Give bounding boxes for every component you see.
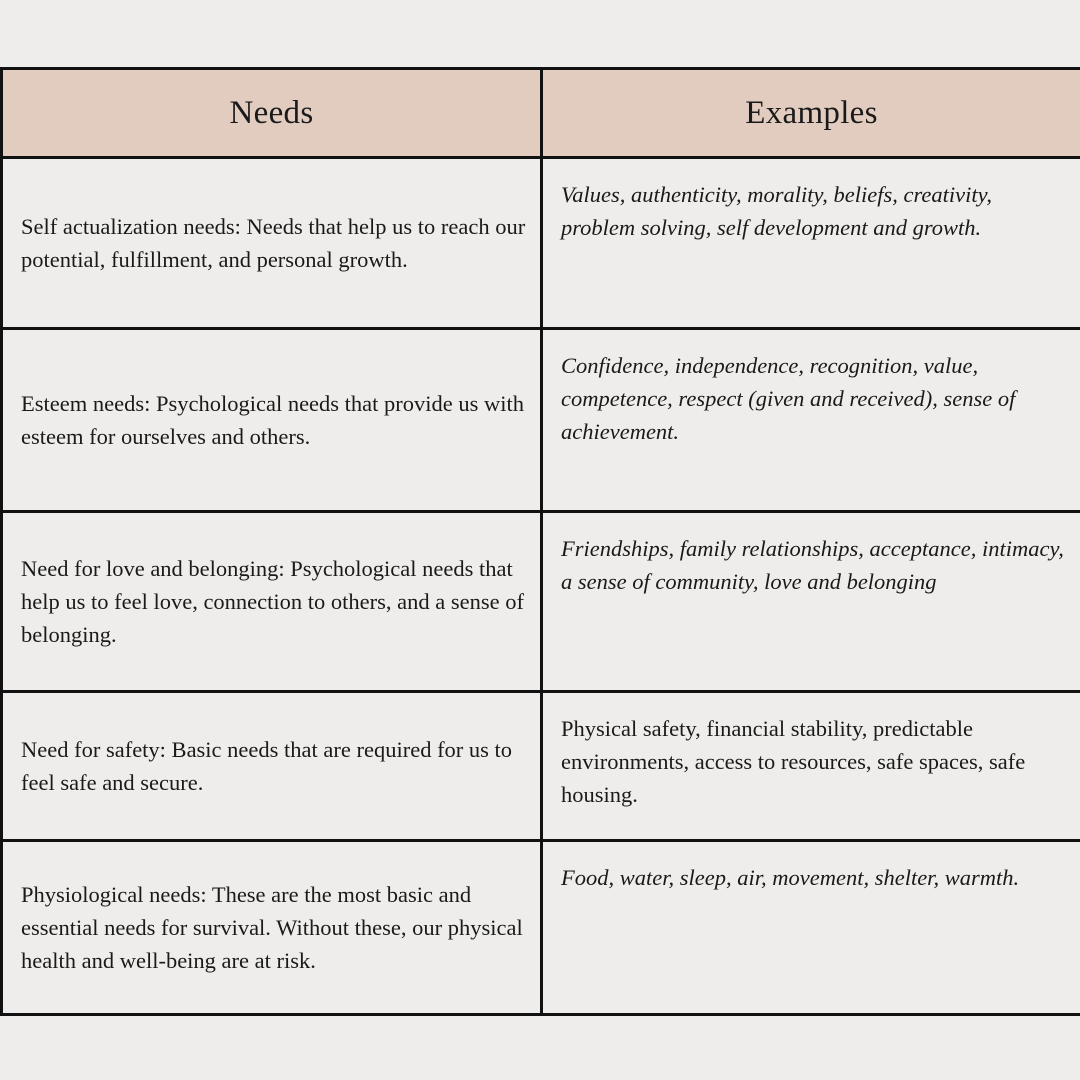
need-cell: Need for safety: Basic needs that are required for us to feel safe and secure.	[2, 692, 542, 841]
table-header-row	[2, 69, 1080, 158]
example-cell: Confidence, independence, recognition, value, competence, respect (given and received), sense of achievement.	[542, 329, 1080, 512]
table-row-physiological	[2, 841, 1080, 1015]
header-examples: Examples	[542, 69, 1080, 158]
example-cell: Food, water, sleep, air, movement, shelter, warmth.	[542, 841, 1080, 1015]
table-row-safety	[2, 692, 1080, 841]
example-cell: Physical safety, financial stability, predictable environments, access to resources, safe spaces, safe housing.	[542, 692, 1080, 841]
needs-examples-table	[0, 67, 1080, 1016]
table-row-love-belonging	[2, 512, 1080, 692]
need-cell: Physiological needs: These are the most basic and essential needs for survival. Without these, our physical health and well-being are at risk.	[2, 841, 542, 1015]
header-needs: Needs	[2, 69, 542, 158]
need-cell: Self actualization needs: Needs that help us to reach our potential, fulfillment, and personal growth.	[2, 158, 542, 329]
need-cell: Need for love and belonging: Psychological needs that help us to feel love, connection to others, and a sense of belonging.	[2, 512, 542, 692]
table-row-esteem	[2, 329, 1080, 512]
need-cell: Esteem needs: Psychological needs that provide us with esteem for ourselves and others.	[2, 329, 542, 512]
example-cell: Friendships, family relationships, acceptance, intimacy, a sense of community, love and belonging	[542, 512, 1080, 692]
table-row-self-actualization	[2, 158, 1080, 329]
example-cell: Values, authenticity, morality, beliefs, creativity, problem solving, self development and growth.	[542, 158, 1080, 329]
